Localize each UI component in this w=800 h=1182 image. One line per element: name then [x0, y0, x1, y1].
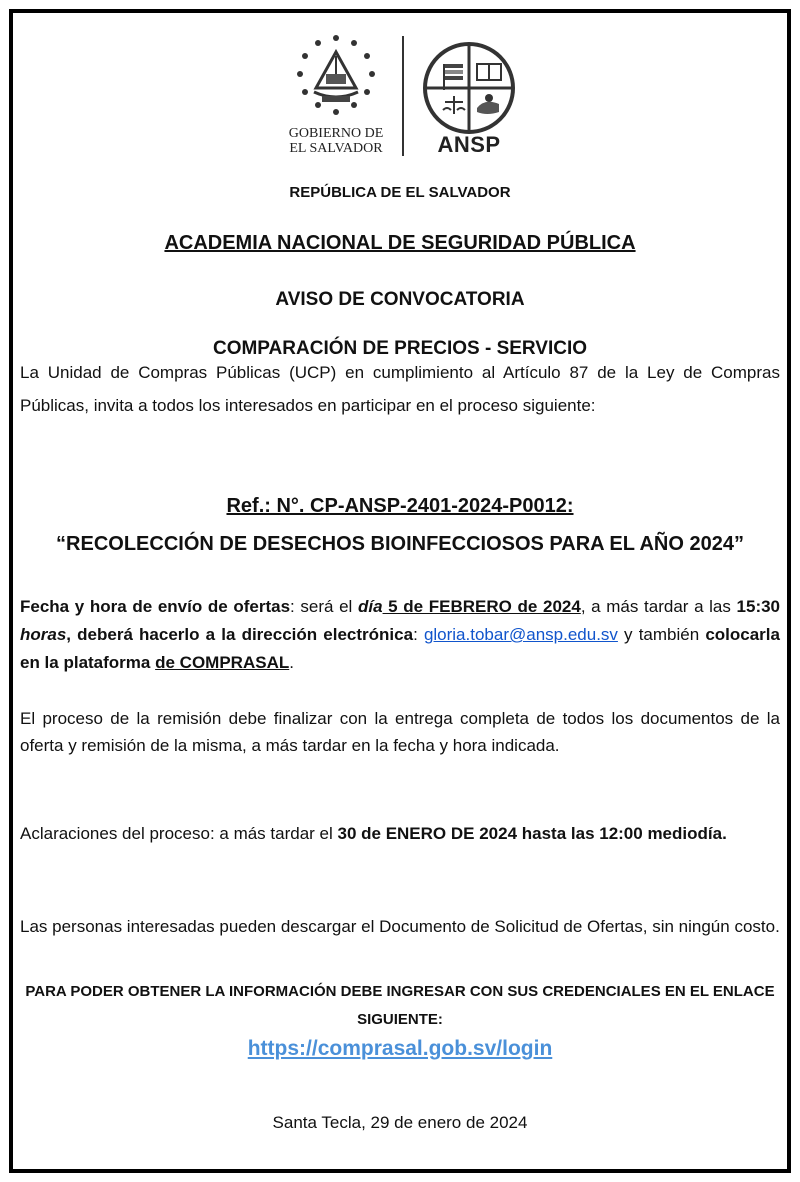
download-paragraph: Las personas interesadas pueden descargar el Documento de Solicitud de Ofertas, sin ningún costo. [20, 917, 780, 936]
colon: : [413, 625, 418, 644]
government-line-1: GOBIERNO DE [288, 126, 384, 141]
republic-heading: REPÚBLICA DE EL SALVADOR [289, 184, 511, 201]
process-type-heading: COMPARACIÓN DE PRECIOS - SERVICIO [212, 338, 588, 359]
el-salvador-coat-of-arms-icon [288, 30, 384, 126]
academy-heading: ACADEMIA NACIONAL DE SEGURIDAD PÚBLICA [164, 232, 636, 254]
submission-text: : será el [290, 597, 358, 616]
day-word: día [357, 597, 383, 616]
contact-email-link[interactable]: gloria.tobar@ansp.edu.sv [423, 625, 618, 644]
clarifications-paragraph [20, 817, 780, 850]
header-logos [0, 22, 800, 162]
reference-title: “RECOLECCIÓN DE DESECHOS BIOINFECCIOSOS PARA EL AÑO 2024” [56, 533, 744, 555]
reference-code: Ref.: N°. CP-ANSP-2401-2024-P0012: [226, 495, 574, 517]
ansp-label: ANSP [437, 132, 501, 157]
clarifications-text: Aclaraciones del proceso: a más tardar el [20, 824, 338, 843]
submission-text-2: , a más tardar a las [580, 597, 737, 616]
platform-text: colocarla en la plataforma [20, 625, 780, 672]
government-name [270, 126, 402, 156]
place-and-date: Santa Tecla, 29 de enero de 2024 [272, 1113, 528, 1132]
submission-label: Fecha y hora de envío de ofertas [20, 597, 291, 616]
clarifications-deadline: 30 de ENERO DE 2024 hasta las 12:00 mediodía. [337, 824, 727, 843]
access-instructions: PARA PODER OBTENER LA INFORMACIÓN DEBE INGRESAR CON SUS CREDENCIALES EN EL ENLACE SIGUIENTE: [25, 983, 775, 1028]
submission-paragraph [20, 593, 780, 677]
logo-divider [402, 36, 404, 156]
ansp-emblem-icon [421, 40, 517, 136]
submission-time: 15:30 [736, 597, 781, 616]
notice-heading: AVISO DE CONVOCATORIA [275, 289, 525, 310]
submission-text-4: y también [617, 625, 706, 644]
hours-word: horas [20, 625, 67, 644]
period: . [289, 653, 294, 672]
process-paragraph: El proceso de la remisión debe finalizar con la entrega completa de todos los documentos de la oferta y remisión de la misma, a más tardar en la fecha y hora indicada. [20, 709, 780, 755]
comprasal-login-link[interactable]: https://comprasal.gob.sv/login [247, 1037, 553, 1060]
submission-date: 5 de FEBRERO de 2024 [382, 597, 581, 616]
government-line-2: EL SALVADOR [289, 141, 383, 156]
platform-name: de COMPRASAL [155, 653, 290, 672]
intro-paragraph: La Unidad de Compras Públicas (UCP) en cumplimiento al Artículo 87 de la Ley de Compras Públicas, invita a todos los interesados en participar en el proceso siguiente: [20, 363, 780, 415]
submission-instruction: , deberá hacerlo a la dirección electrónica [66, 625, 414, 644]
